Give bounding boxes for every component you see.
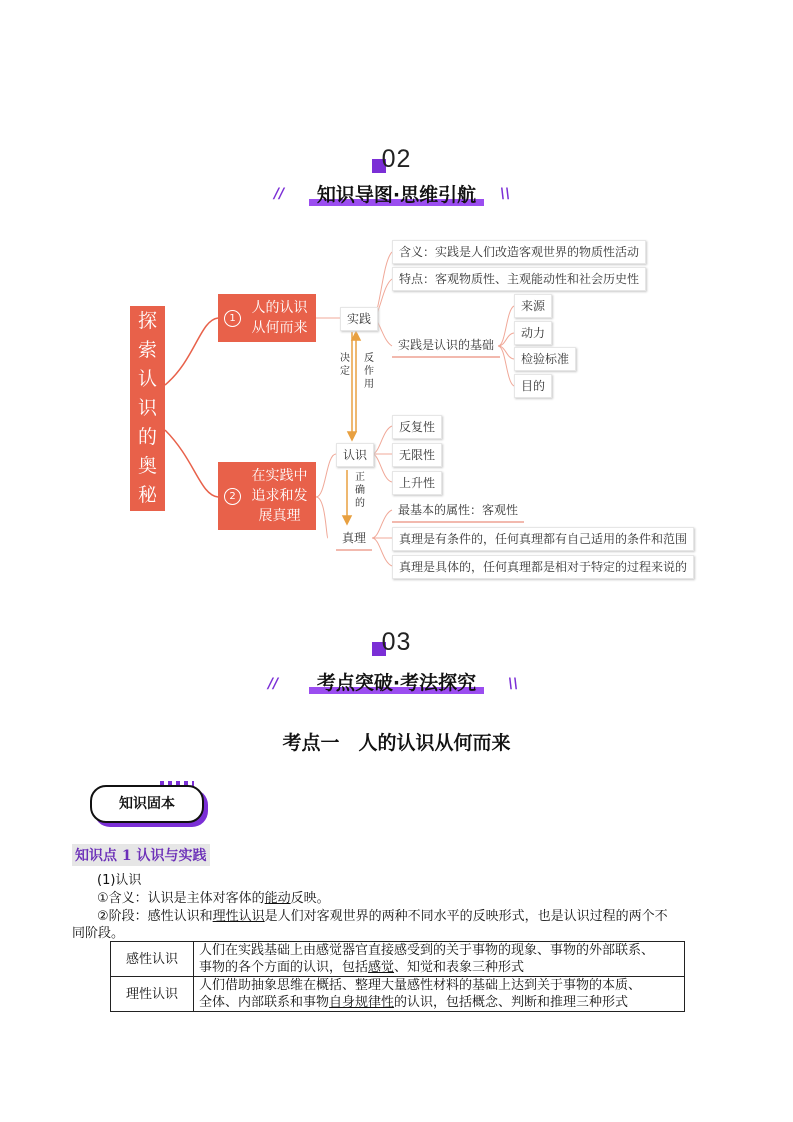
table-key: 感性认识	[111, 942, 194, 977]
node-practice-basis: 实践是认识的基础	[392, 334, 500, 358]
section-number: 03	[0, 628, 793, 657]
cognition-table	[110, 941, 685, 1012]
node-truth-objectivity: 最基本的属性：客观性	[392, 499, 524, 523]
node-basis-drive: 动力	[514, 321, 552, 345]
knowledge-badge: 知识固本	[90, 785, 204, 823]
title-slash-left: //	[274, 186, 285, 202]
branch-number-badge: 2	[224, 488, 241, 505]
branch-number-badge: 1	[224, 310, 241, 327]
node-practice: 实践	[340, 307, 378, 331]
title-slash-right: \\	[508, 676, 519, 692]
mindmap-root: 探索认识的奥秘	[130, 306, 165, 511]
table-value: 人们借助抽象思维在概括、整理大量感性材料的基础上达到关于事物的本质、 全体、内部联系和事物自身规律性的认识，包括概念、判断和推理三种形式	[194, 977, 685, 1012]
line-stages: ②阶段：感性认识和理性认识是人们对客观世界的两种不同水平的反映形式，也是认识过程的两个不	[97, 909, 668, 924]
node-cognition-infinite: 无限性	[392, 443, 442, 467]
node-basis-criterion: 检验标准	[514, 347, 576, 371]
node-truth-concrete: 真理是具体的，任何真理都是相对于特定的过程来说的	[392, 555, 694, 579]
topic-heading: 考点一 人的认识从何而来	[282, 732, 511, 754]
line-cognition: (1)认识	[97, 873, 142, 888]
section-title: 知识导图·思维引航	[0, 180, 793, 207]
node-truth: 真理	[336, 527, 372, 551]
link-label-react: 反作用	[364, 353, 374, 390]
table-key: 理性认识	[111, 977, 194, 1012]
node-cognition-repeat: 反复性	[392, 415, 442, 439]
link-label-decide: 决定	[340, 353, 350, 377]
title-slash-left: //	[268, 676, 279, 692]
branch-origin-of-knowledge: 1 人的认识从何而来	[218, 294, 316, 342]
line-stages-cont: 同阶段。	[72, 926, 125, 941]
node-basis-source: 来源	[514, 294, 552, 318]
knowledge-point-title: 知识点 1 认识与实践	[72, 844, 210, 866]
node-cognition-rising: 上升性	[392, 471, 442, 495]
section-title: 考点突破·考法探究	[0, 668, 793, 695]
node-basis-purpose: 目的	[514, 374, 552, 398]
link-label-correct: 正确的	[355, 472, 365, 509]
table-value: 人们在实践基础上由感觉器官直接感受到的关于事物的现象、事物的外部联系、 事物的各个方面的认识，包括感觉、知觉和表象三种形式	[194, 942, 685, 977]
node-truth-conditional: 真理是有条件的，任何真理都有自己适用的条件和范围	[392, 527, 694, 551]
node-practice-meaning: 含义：实践是人们改造客观世界的物质性活动	[392, 240, 646, 264]
node-practice-features: 特点：客观物质性、主观能动性和社会历史性	[392, 267, 646, 291]
table-row	[111, 942, 685, 977]
branch-pursue-truth: 2 在实践中追求和发展真理	[218, 462, 316, 530]
table-row	[111, 977, 685, 1012]
section-number: 02	[0, 145, 793, 174]
node-cognition: 认识	[336, 443, 374, 467]
line-meaning: ①含义：认识是主体对客体的能动反映。	[97, 891, 330, 906]
title-slash-right: \\	[500, 186, 511, 202]
